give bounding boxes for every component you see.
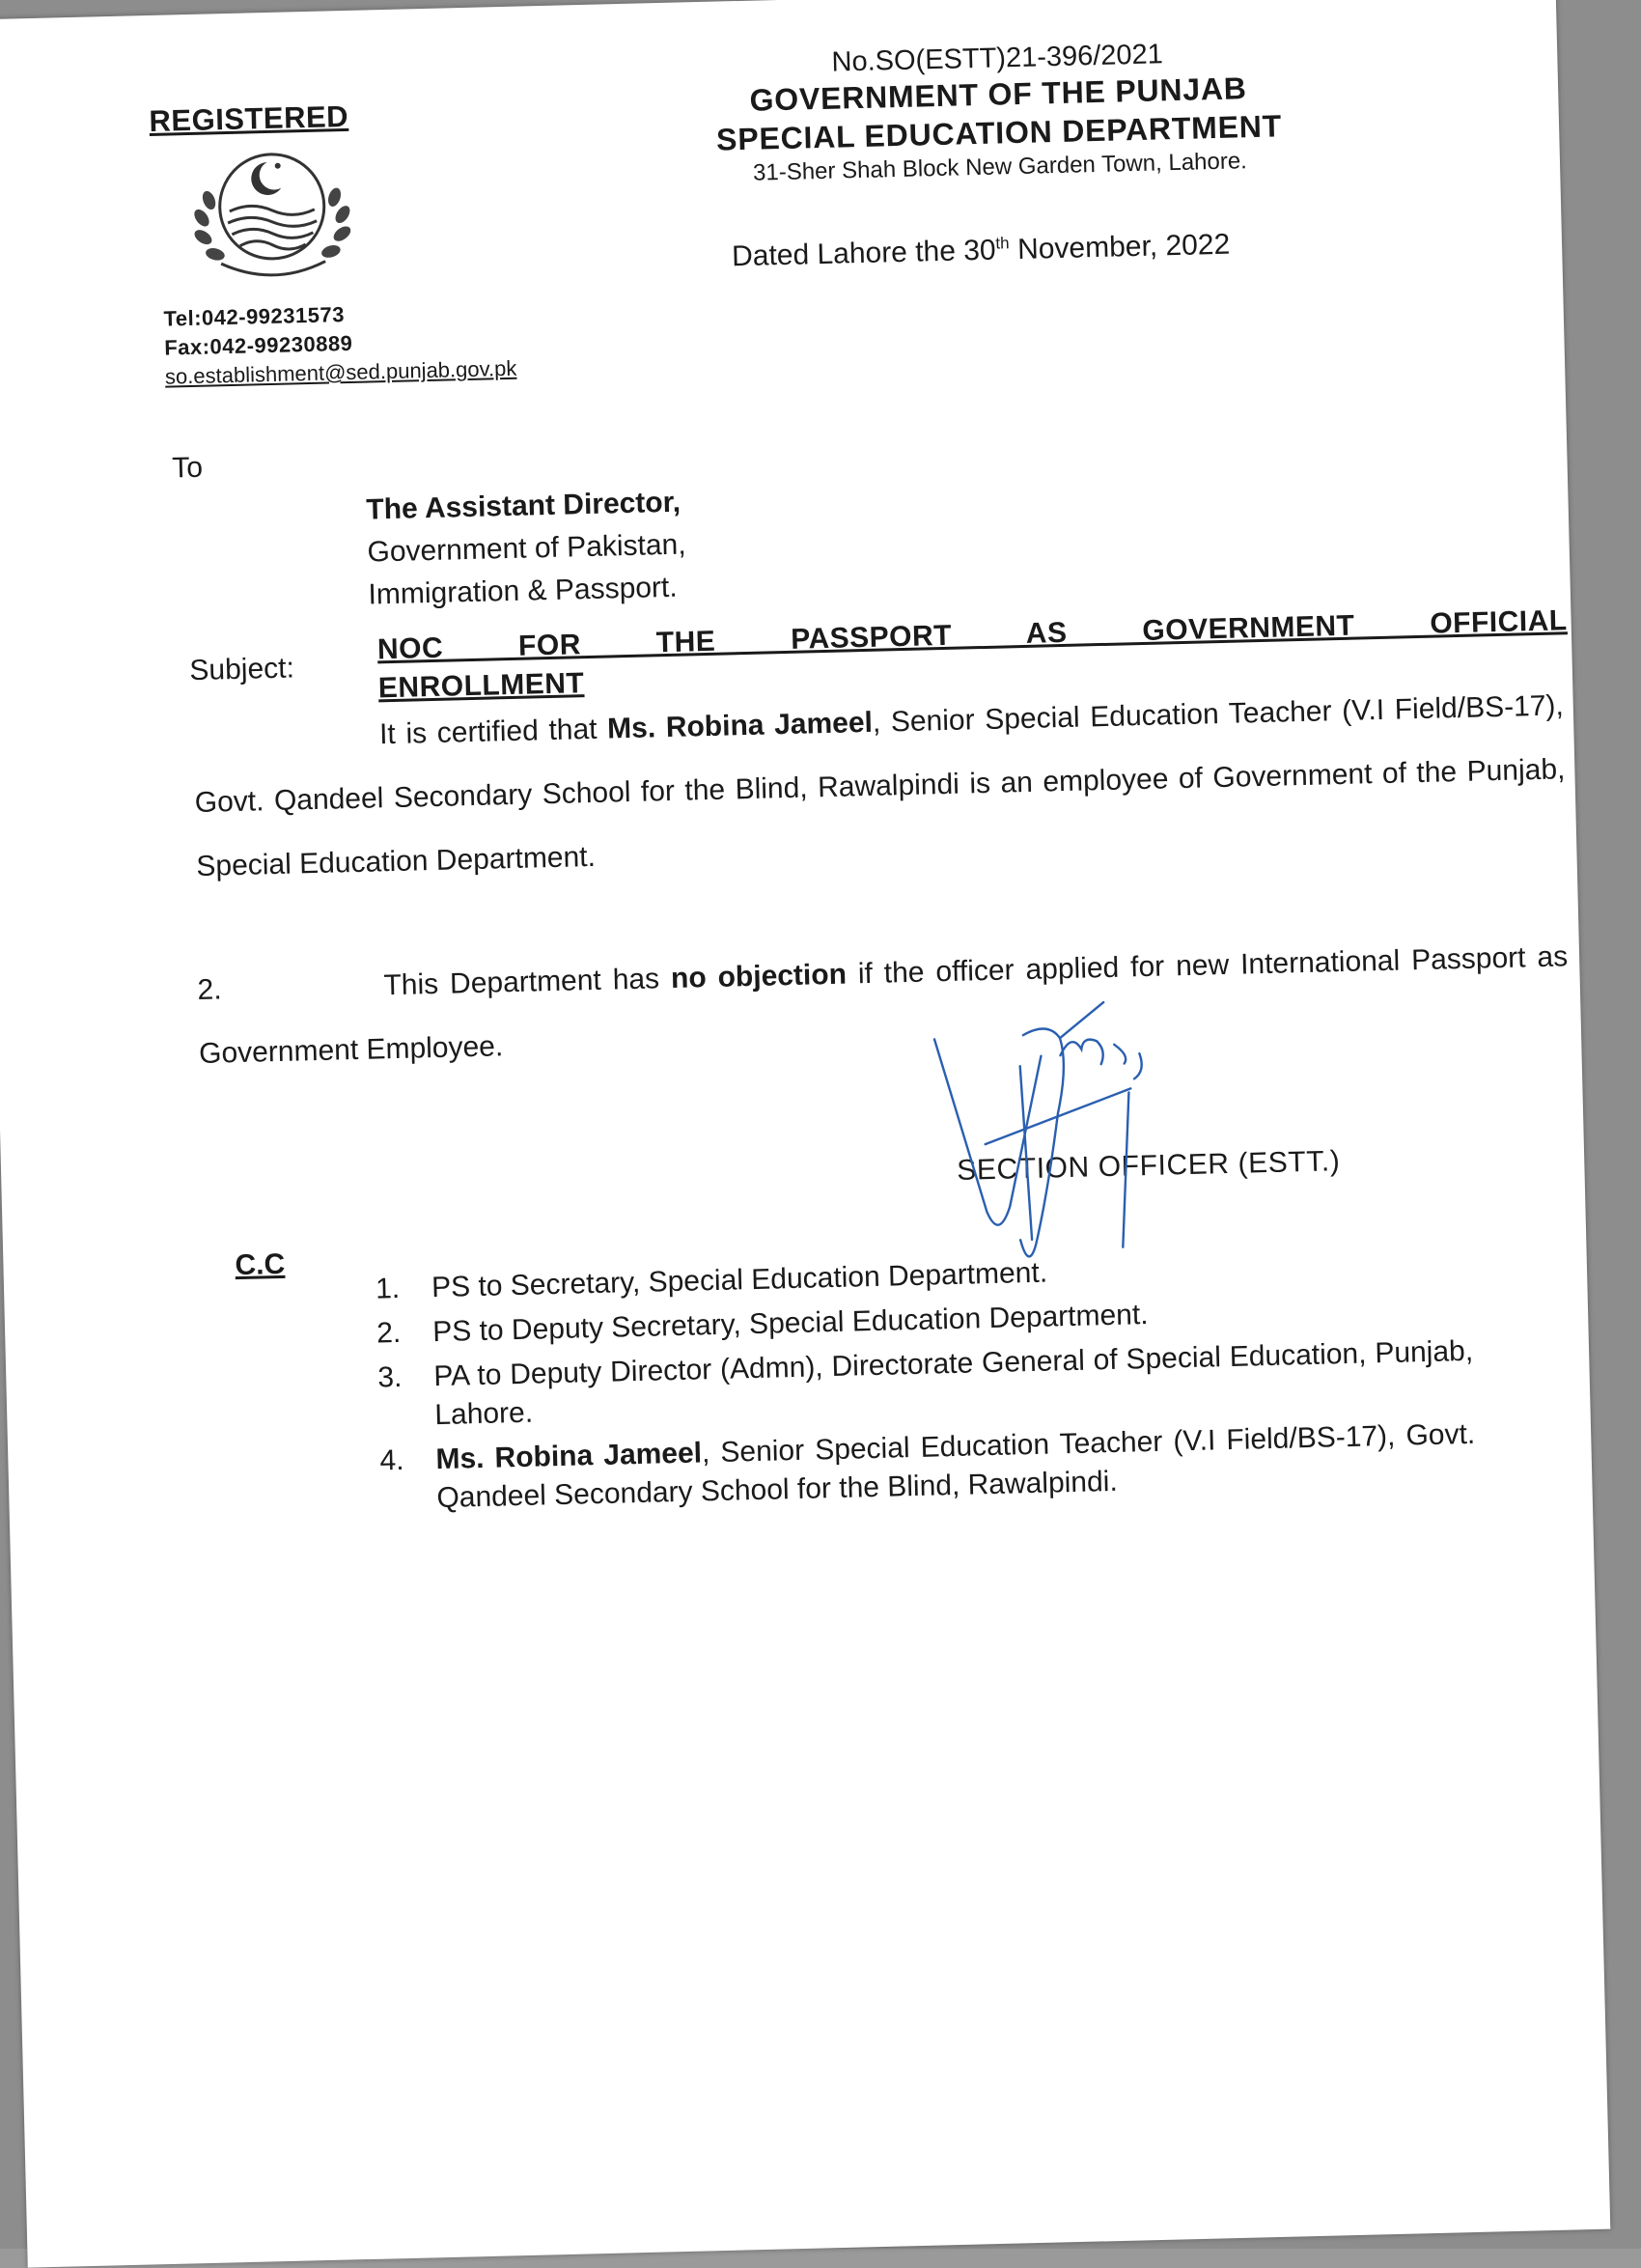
- recipient-office: Immigration & Passport.: [368, 571, 679, 611]
- date-prefix: Dated Lahore the 30: [731, 234, 997, 273]
- reference-number: No.SO(ESTT)21-396/2021: [831, 39, 1164, 78]
- paragraph-number: 2.: [197, 973, 222, 1006]
- no-objection-phrase: no objection: [670, 958, 848, 995]
- handwritten-signature-icon: [924, 994, 1201, 1281]
- cc-item-number: 1.: [375, 1272, 401, 1305]
- to-label: To: [171, 451, 204, 485]
- telephone-number: Tel:042-99231573: [163, 302, 346, 331]
- cc-item-number: 3.: [376, 1360, 403, 1394]
- date-rest: November, 2022: [1009, 228, 1231, 266]
- date-ordinal-suffix: th: [995, 234, 1010, 253]
- cc-item-text: , Senior Special Education Teacher (V.I Field/BS-17), Govt. Qandeel Secondary School for the Blind, Rawalpindi.: [436, 1417, 1476, 1515]
- government-name: GOVERNMENT OF THE PUNJAB: [749, 70, 1248, 118]
- department-address: 31-Sher Shah Block New Garden Town, Lahore.: [752, 148, 1248, 186]
- department-name: SPECIAL EDUCATION DEPARTMENT: [715, 108, 1283, 157]
- cc-item-text: PS to Deputy Secretary, Special Education Department.: [431, 1299, 1149, 1349]
- para1-before: It is certified that: [378, 713, 608, 751]
- email-address[interactable]: so.establishment@sed.punjab.gov.pk: [164, 355, 517, 389]
- subject-line-2: ENROLLMENT: [377, 667, 585, 705]
- certification-paragraph: [192, 674, 1567, 899]
- cc-item-text: PS to Secretary, Special Education Department.: [431, 1256, 1048, 1304]
- cc-employee-name: Ms. Robina Jameel: [435, 1437, 703, 1476]
- contact-block: [163, 296, 516, 392]
- cc-item-number: 2.: [375, 1316, 402, 1350]
- fax-number: Fax:042-99230889: [163, 330, 353, 360]
- cc-item-text: PA to Deputy Director (Admn), Directorate General of Special Education, Punjab, Lahore.: [432, 1334, 1474, 1432]
- cc-item-number: 4.: [379, 1443, 404, 1477]
- no-objection-paragraph: [197, 925, 1571, 1086]
- subject-line-1: NOC FOR THE PASSPORT AS GOVERNMENT OFFICIAL: [376, 604, 1569, 666]
- letterhead: [669, 35, 1328, 189]
- recipient-title: The Assistant Director,: [366, 486, 681, 526]
- registered-label: REGISTERED: [149, 98, 349, 138]
- cc-label: C.C: [235, 1247, 286, 1282]
- employee-name: Ms. Robina Jameel: [606, 706, 874, 745]
- signatory-title: SECTION OFFICER (ESTT.): [956, 1145, 1341, 1187]
- cc-list: [366, 1244, 1477, 1526]
- letter-date: [732, 229, 1231, 274]
- punjab-government-emblem-icon: [174, 140, 371, 290]
- recipient-organization: Government of Pakistan,: [367, 528, 686, 569]
- para2-after: if the officer applied for new International Passport as Government Employee.: [198, 940, 1569, 1070]
- para1-after: , Senior Special Education Teacher (V.I Field/BS-17), Govt. Qandeel Secondary School for the Blind, Rawalpindi is an employee of Government of the Punjab, Special Education Department.: [194, 689, 1566, 882]
- subject-label: Subject:: [189, 652, 295, 687]
- recipient-address: [366, 482, 687, 617]
- para2-before: This Department has: [383, 963, 672, 1002]
